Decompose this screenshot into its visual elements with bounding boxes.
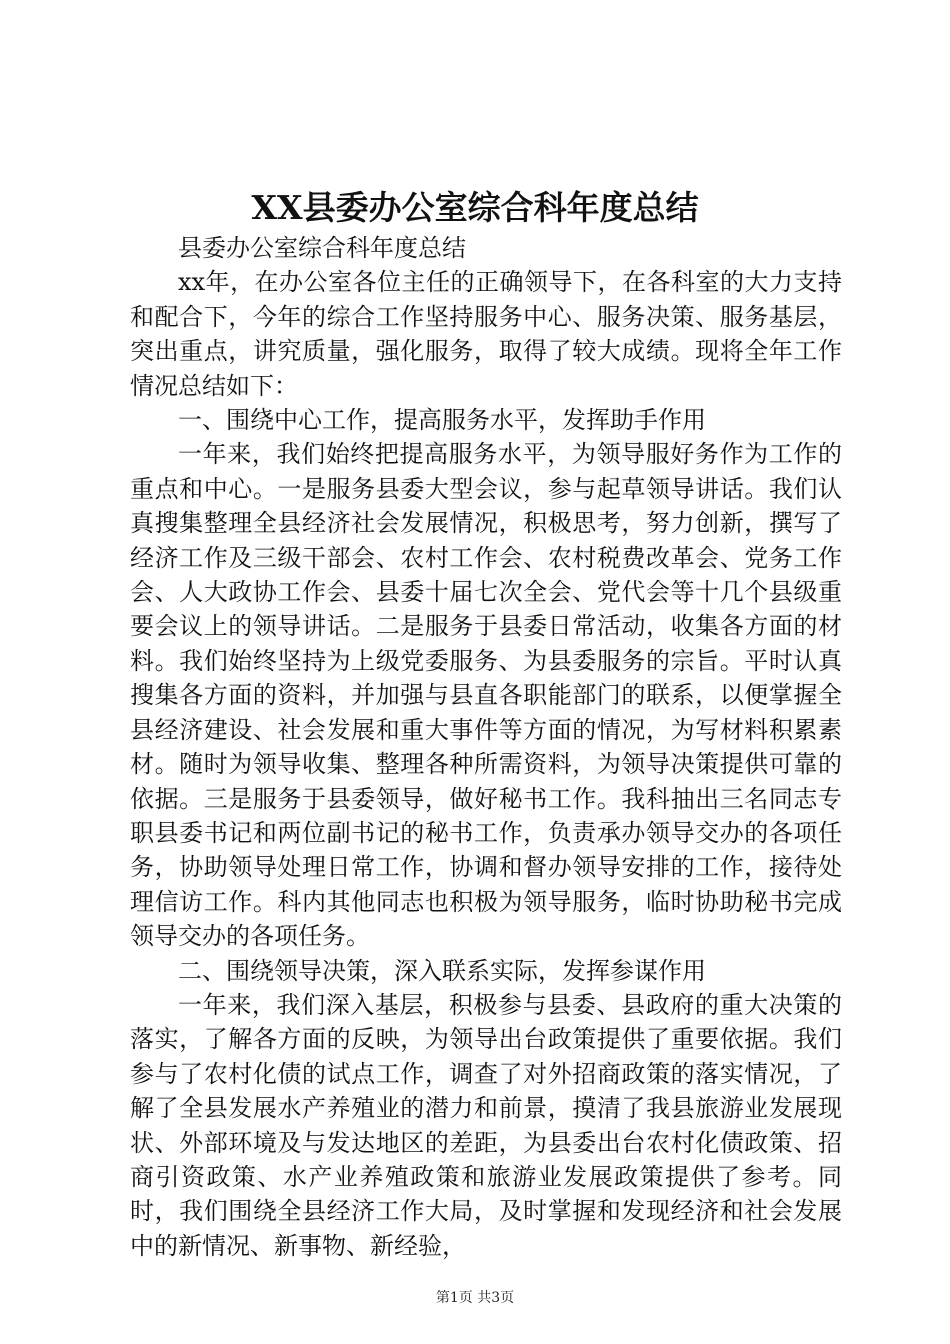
section-heading-2: 二、围绕领导决策，深入联系实际，发挥参谋作用 (178, 956, 706, 985)
subtitle-paragraph: 县委办公室综合科年度总结 (178, 234, 466, 262)
document-title: XX县委办公室综合科年度总结 (251, 188, 699, 227)
section-2-paragraph: 一年来，我们深入基层，积极参与县委、县政府的重大决策的落实，了解各方面的反映，为领导出台政策提供了重要依据。我们参与了农村化债的试点工作，调查了对外招商政策的落实情况，了解了全县发展水产养殖业的潜力和前景，摸清了我县旅游业发展现状、外部环境及与发达地区的差距，为县委出台农村化债政策、招商引资政策、水产业养殖政策和旅游业发展政策提供了参考。同时，我们围绕全县经济工作大局，及时掌握和发现经济和社会发展中的新情况、新事物、新经验， (130, 990, 842, 1260)
page-footer: 第1页 共3页 (435, 1290, 515, 1306)
intro-paragraph: xx年，在办公室各位主任的正确领导下，在各科室的大力支持和配合下，今年的综合工作坚持服务中心、服务决策、服务基层，突出重点，讲究质量，强化服务，取得了较大成绩。现将全年工作情况总结如下： (130, 268, 842, 400)
section-1-paragraph: 一年来，我们始终把提高服务水平，为领导服好务作为工作的重点和中心。一是服务县委大型会议，参与起草领导讲话。我们认真搜集整理全县经济社会发展情况，积极思考，努力创新，撰写了经济工作及三级干部会、农村工作会、农村税费改革会、党务工作会、人大政协工作会、县委十届七次全会、党代会等十几个县级重要会议上的领导讲话。二是服务于县委日常活动，收集各方面的材料。我们始终坚持为上级党委服务、为县委服务的宗旨。平时认真搜集各方面的资料，并加强与县直各职能部门的联系，以便掌握全县经济建设、社会发展和重大事件等方面的情况，为写材料积累素材。随时为领导收集、整理各种所需资料，为领导决策提供可靠的依据。三是服务于县委领导，做好秘书工作。我科抽出三名同志专职县委书记和两位副书记的秘书工作，负责承办领导交办的各项任务，协助领导处理日常工作，协调和督办领导安排的工作，接待处理信访工作。科内其他同志也积极为领导服务，临时协助秘书完成领导交办的各项任务。 (130, 440, 842, 951)
section-heading-1: 一、围绕中心工作，提高服务水平，发挥助手作用 (178, 406, 706, 435)
document-body (130, 231, 842, 1263)
